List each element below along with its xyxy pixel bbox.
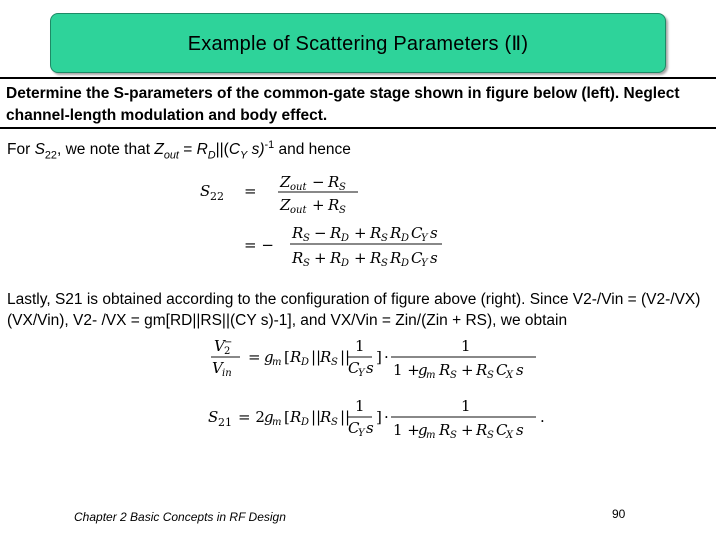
- svg-text:C: C: [411, 249, 423, 267]
- svg-text:S: S: [339, 205, 346, 216]
- page-number: 90: [612, 507, 626, 521]
- svg-text:D: D: [401, 258, 410, 269]
- svg-text:C: C: [496, 421, 508, 439]
- svg-text:s: s: [516, 421, 524, 439]
- svg-text:S: S: [450, 370, 457, 381]
- svg-text:V: V: [212, 359, 223, 377]
- svg-text:s: s: [516, 361, 524, 379]
- svg-text:g: g: [418, 421, 428, 439]
- svg-text:S: S: [200, 182, 211, 200]
- svg-text:R: R: [290, 408, 302, 426]
- svg-text:S: S: [331, 417, 338, 428]
- svg-text:C: C: [348, 419, 360, 437]
- svg-text:Y: Y: [358, 428, 365, 439]
- svg-text:S: S: [208, 408, 219, 426]
- svg-text:·: ·: [384, 408, 389, 426]
- svg-text:R: R: [328, 173, 340, 191]
- svg-text:R: R: [292, 249, 304, 267]
- s21-equation: [206, 337, 566, 442]
- svg-text:g: g: [418, 361, 428, 379]
- svg-text:R: R: [320, 408, 332, 426]
- svg-text:s: s: [430, 224, 438, 242]
- svg-text:S: S: [487, 370, 494, 381]
- svg-text:D: D: [401, 233, 410, 244]
- svg-text:−: −: [224, 337, 233, 348]
- paragraph-s22: For $S_{22}$, we note that $Z_{out} = R_D||(C_Y$ s)$^{-1}$ and hence: [7, 139, 351, 162]
- svg-text:+: +: [461, 421, 474, 439]
- svg-text:g: g: [264, 348, 274, 366]
- svg-text:]: ]: [376, 408, 382, 426]
- svg-text:Z: Z: [280, 196, 291, 214]
- svg-text:||: ||: [311, 348, 322, 366]
- svg-text:Z: Z: [280, 173, 291, 191]
- svg-text:g: g: [264, 408, 274, 426]
- svg-text:1: 1: [461, 337, 471, 355]
- svg-text:V: V: [214, 337, 225, 355]
- title-box: [50, 13, 666, 73]
- svg-text:C: C: [496, 361, 508, 379]
- svg-text:S: S: [303, 258, 310, 269]
- svg-text:R: R: [476, 421, 488, 439]
- svg-text:=: =: [248, 348, 261, 366]
- svg-text:m: m: [426, 430, 436, 441]
- svg-text:+: +: [461, 361, 474, 379]
- svg-text:m: m: [272, 417, 282, 428]
- svg-text:= 2: = 2: [238, 408, 265, 426]
- slide-title: Example of Scattering Parameters (Ⅱ): [187, 33, 529, 55]
- svg-text:2: 2: [224, 346, 231, 357]
- s22-equation: [198, 162, 498, 270]
- svg-text:D: D: [301, 357, 310, 368]
- problem-statement: Determine the S-parameters of the common-gate stage shown in figure below (left). Neglect channel-length modulation and body effect.: [0, 77, 716, 129]
- svg-text:in: in: [222, 368, 232, 379]
- svg-text:Y: Y: [421, 233, 428, 244]
- paragraph-s21: Lastly, S21 is obtained according to the configuration of figure above (right). Since V2-/Vin = (V2-/VX)(VX/Vin), V2- /VX = gm[RD||RS||(CY s)-1], and VX/Vin = Zin/(Zin + RS), we obtain: [7, 291, 701, 329]
- svg-text:||: ||: [340, 408, 351, 426]
- svg-text:R: R: [476, 361, 488, 379]
- svg-text:R: R: [292, 224, 304, 242]
- footer-chapter: Chapter 2 Basic Concepts in RF Design: [74, 510, 286, 524]
- svg-text:R: R: [320, 348, 332, 366]
- svg-text:R: R: [328, 196, 340, 214]
- svg-text:D: D: [301, 417, 310, 428]
- svg-text:D: D: [341, 258, 350, 269]
- svg-text:−: −: [314, 224, 327, 242]
- svg-text:21: 21: [218, 416, 232, 429]
- svg-text:X: X: [506, 430, 514, 441]
- svg-text:S: S: [303, 233, 310, 244]
- svg-text:.: .: [540, 408, 545, 426]
- svg-text:out: out: [290, 182, 307, 193]
- svg-text:S: S: [487, 430, 494, 441]
- svg-text:1: 1: [355, 337, 365, 355]
- svg-text:X: X: [506, 370, 514, 381]
- svg-text:s: s: [366, 359, 374, 377]
- svg-text:+: +: [354, 249, 367, 267]
- svg-text:D: D: [341, 233, 350, 244]
- svg-text:+: +: [354, 224, 367, 242]
- svg-text:S: S: [339, 182, 346, 193]
- svg-text:s: s: [430, 249, 438, 267]
- svg-text:R: R: [290, 348, 302, 366]
- svg-text:1 +: 1 +: [393, 421, 420, 439]
- svg-text:1: 1: [355, 397, 365, 415]
- svg-text:= −: = −: [244, 236, 274, 254]
- svg-text:1: 1: [461, 397, 471, 415]
- svg-text:Y: Y: [421, 258, 428, 269]
- svg-text:m: m: [272, 357, 282, 368]
- svg-text:R: R: [439, 421, 451, 439]
- svg-text:R: R: [390, 249, 402, 267]
- svg-text:Y: Y: [358, 368, 365, 379]
- svg-text:22: 22: [210, 190, 224, 203]
- svg-text:S: S: [331, 357, 338, 368]
- svg-text:1 +: 1 +: [393, 361, 420, 379]
- svg-text:+: +: [314, 249, 327, 267]
- svg-text:||: ||: [340, 348, 351, 366]
- svg-text:R: R: [370, 249, 382, 267]
- svg-text:C: C: [411, 224, 423, 242]
- svg-text:=: =: [244, 182, 257, 200]
- svg-text:S: S: [381, 233, 388, 244]
- svg-text:S: S: [450, 430, 457, 441]
- svg-text:+: +: [312, 196, 325, 214]
- svg-text:−: −: [312, 173, 325, 191]
- svg-text:R: R: [439, 361, 451, 379]
- svg-text:m: m: [426, 370, 436, 381]
- svg-text:[: [: [284, 348, 290, 366]
- svg-text:]: ]: [376, 348, 382, 366]
- svg-text:R: R: [330, 249, 342, 267]
- svg-text:out: out: [290, 205, 307, 216]
- svg-text:R: R: [330, 224, 342, 242]
- svg-text:s: s: [366, 419, 374, 437]
- svg-text:S: S: [381, 258, 388, 269]
- svg-text:R: R: [370, 224, 382, 242]
- svg-text:C: C: [348, 359, 360, 377]
- svg-text:·: ·: [384, 348, 389, 366]
- svg-text:R: R: [390, 224, 402, 242]
- svg-text:[: [: [284, 408, 290, 426]
- svg-text:||: ||: [311, 408, 322, 426]
